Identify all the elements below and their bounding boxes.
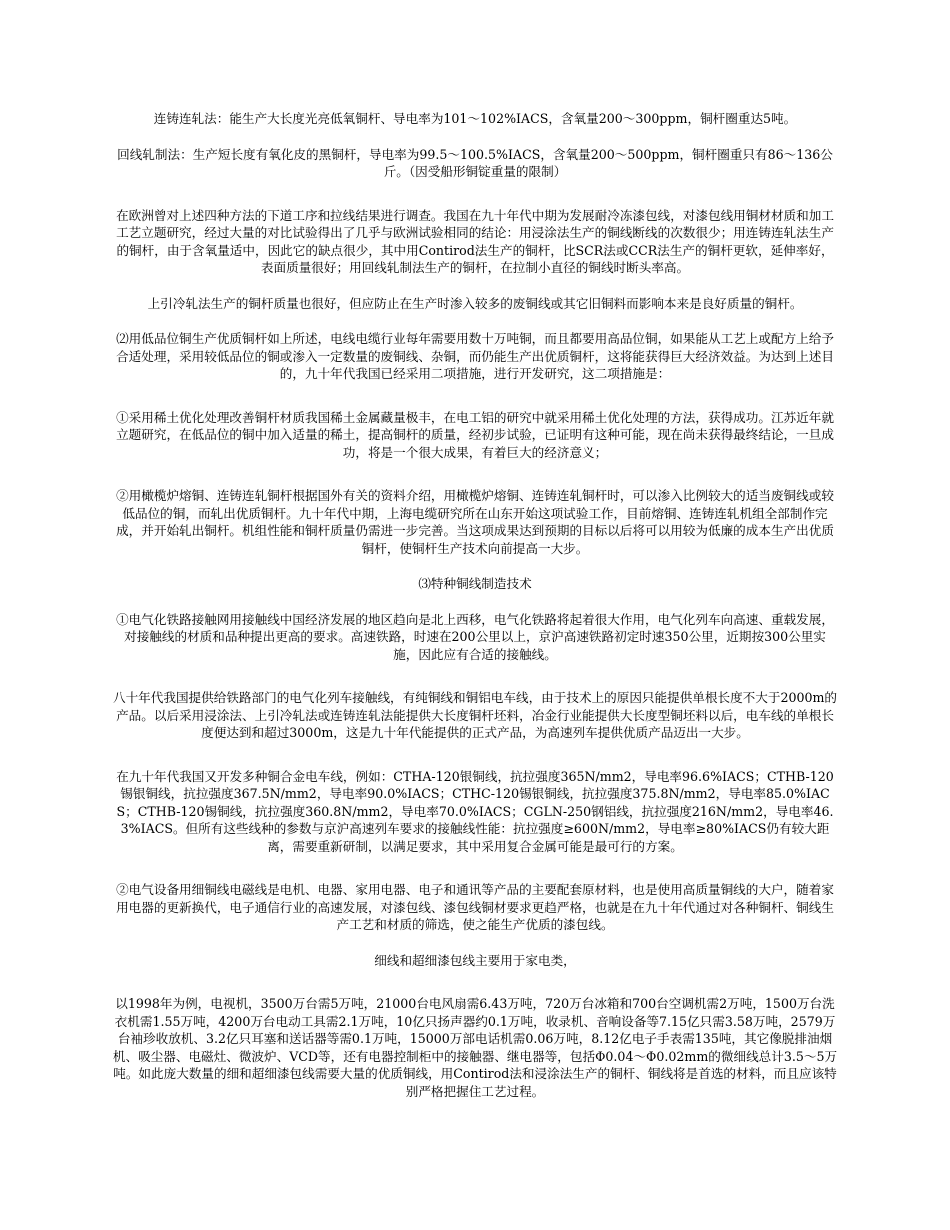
paragraph-olive-furnace: ②用橄榄炉熔铜、连铸连轧铜杆根据国外有关的资料介绍，用橄榄炉熔铜、连铸连轧铜杆时，可以渗入比例较大的适当废铜线或较低品位的铜，而轧出优质铜杆。九十年代中期，上海电缆研究所在山东开始这项试验工作，目前熔铜、连铸连轧机组全部制作完成，并开始轧出铜杆。机组性能和铜杆质量仍需进一步完善。当这项成果达到预期的目标以后将可以用较为低廉的成本生产出优质铜杆，使铜杆生产技术向前提高一大步。 (116, 488, 834, 556)
paragraph-fine-copper-wire: ②电气设备用细铜线电磁线是电机、电器、家用电器、电子和通讯等产品的主要配套原材料，也是使用高质量铜线的大户，随着家用电器的更新换代，电子通信行业的高速发展，对漆包线、漆包线铜材要求更趋严格，也就是在九十年代通过对各种铜杆、铜线生产工艺和材质的筛选，使之能生产优质的漆包线。 (116, 882, 834, 932)
section-heading-special-wire: ⑶特种铜线制造技术 (418, 576, 532, 591)
paragraph-fine-enameled-wire: 细线和超细漆包线主要用于家电类， (374, 952, 576, 968)
paragraph-1998-example: 以1998年为例，电视机，3500万台需5万吨，21000台电风扇需6.43万吨，720万台冰箱和700台空调机需2万吨，1500万台洗衣机需1.55万吨，4200万台电动工具需2.1万吨，10亿只扬声器约0.1万吨，收录机、音响设备等7.15亿只需3.58万吨，2579万台袖珍收放机、3.2亿只耳塞和送话器等需0.1万吨，15000万部电话机需0.06万吨，8.12亿电子手表需135吨，其它像脱排油烟机、吸尘器、电磁灶、微波炉、VCD等，还有电器控制柜中的接触器、继电器等，包括Φ0.04～Φ0.02mm的微细线总计3.5～5万吨。如此庞大数量的细和超细漆包线需要大量的优质铜线，用Contirod法和浸涂法生产的铜杆、铜线将是首选的材料，而且应该特别严格把握住工艺过程。 (112, 996, 838, 1099)
paragraph-eighties-trolley-wire: 八十年代我国提供给铁路部门的电气化列车接触线，有纯铜线和铜铝电车线，由于技术上的原因只能提供单根长度不大于2000m的产品。以后采用浸涂法、上引冷轧法或连铸连轧法能提供大长度铜杆坯料，冶金行业能提供大长度型铜坯料以后，电车线的单根长度便达到和超过3000m，这是九十年代能提供的正式产品，为高速列车提供优质产品迈出一大步。 (112, 690, 838, 740)
paragraph-rolling-method: 回线轧制法：生产短长度有氧化皮的黑铜杆，导电率为99.5～100.5%IACS，含氧量200～500ppm，铜杆圈重只有86～136公斤。（因受船形铜锭重量的限制） (117, 146, 833, 179)
paragraph-contact-wire: ①电气化铁路接触网用接触线中国经济发展的地区趋向是北上西移，电气化铁路将起着很大作用，电气化列车向高速、重载发展，对接触线的材质和品种提出更高的要求。高速铁路，时速在200公里以上，京沪高速铁路初定时速350公里，近期按300公里实施，因此应有合适的接触线。 (116, 611, 834, 662)
paragraph-continuous-casting: 连铸连轧法：能生产大长度光亮低氧铜杆、导电率为101～102%IACS，含氧量200～300ppm，铜杆圈重达5吨。 (153, 111, 797, 126)
paragraph-low-grade-copper: ⑵用低品位铜生产优质铜杆如上所述，电线电缆行业每年需要用数十万吨铜，而且都要用高品位铜，如果能从工艺上或配方上给予合适处理，采用较低品位的铜或渗入一定数量的废铜线、杂铜，而仍能生产出优质铜杆，这将能获得巨大经济效益。为达到上述目的，九十年代我国已经采用二项措施，进行开发研究，这二项措施是： (116, 331, 834, 381)
paragraph-alloy-trolley-wire: 在九十年代我国又开发多种铜合金电车线，例如：CTHA-120银铜线，抗拉强度365N/mm2，导电率96.6%IACS；CTHB-120锡银铜线，抗拉强度367.5N/mm2，导电率90.0%IACS；CTHC-120锡银铜线，抗拉强度375.8N/mm2，导电率85.0%IACS；CTHB-120锡铜线，抗拉强度360.8N/mm2，导电率70.0%IACS；CGLN-250钢铝线，抗拉强度216N/mm2，导电率46.3%IACS。但所有这些线种的参数与京沪高速列车要求的接触线性能：抗拉强度≥600N/mm2，导电率≥80%IACS仍有较大距离，需要重新研制，以满足要求，其中采用复合金属可能是最可行的方案。 (116, 768, 834, 854)
paragraph-upcast: 上引冷轧法生产的铜杆质量也很好，但应防止在生产时渗入较多的废铜线或其它旧铜料而影响本来是良好质量的铜杆。 (147, 295, 803, 311)
paragraph-europe-survey: 在欧洲曾对上述四种方法的下道工序和拉线结果进行调查。我国在九十年代中期为发展耐冷冻漆包线，对漆包线用铜材材质和加工工艺立题研究，经过大量的对比试验得出了几乎与欧洲试验相同的结论：用浸涂法生产的铜线断线的次数很少；用连铸连轧法生产的铜杆，由于含氧量适中，因此它的缺点很少，其中用Contirod法生产的铜杆，比SCR法或CCR法生产的铜杆更软，延伸率好，表面质量很好；用回线轧制法生产的铜杆，在拉制小直径的铜线时断头率高。 (116, 207, 834, 275)
paragraph-rare-earth: ①采用稀土优化处理改善铜杆材质我国稀土金属藏量极丰，在电工铝的研究中就采用稀土优化处理的方法，获得成功。江苏近年就立题研究，在低品位的铜中加入适量的稀土，提高铜杆的质量，经初步试验，已证明有这种可能，现在尚未获得最终结论，一旦成功，将是一个很大成果，有着巨大的经济意义； (116, 409, 834, 460)
